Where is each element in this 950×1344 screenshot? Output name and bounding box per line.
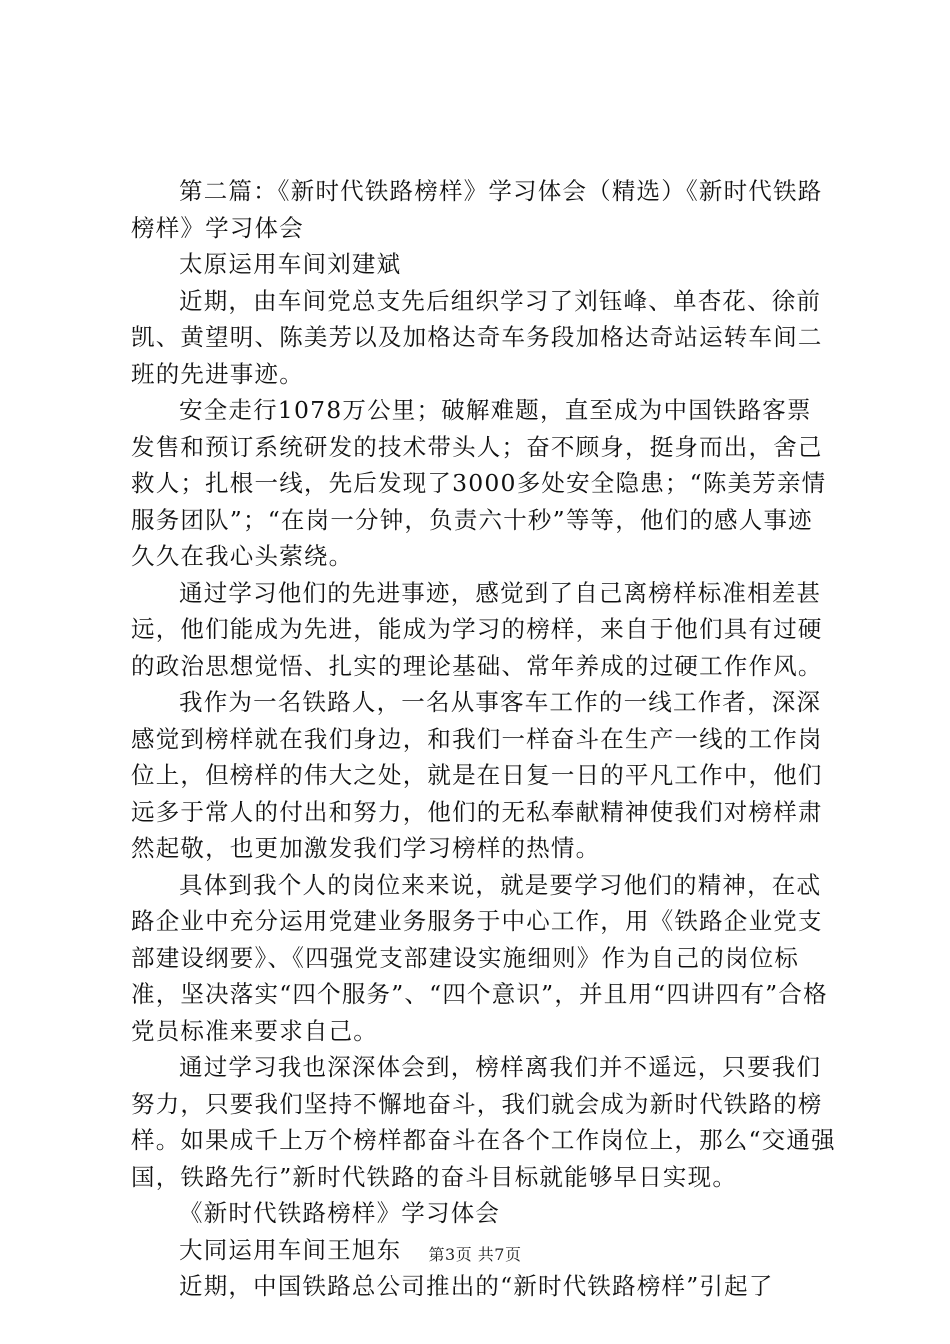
body-paragraph: 具体到我个人的岗位来来说，就是要学习他们的精神，在忒路企业中充分运用党建业务服务于中心工作，用《铁路企业党支部建设纲要》、《四强党支部建设实施细则》作为自己的岗位标准，坚决落实“四个服务”、“四个意识”，并且用“四讲四有”合格党员标准来要求自己。	[131, 870, 828, 1045]
second-article-title: 《新时代铁路榜样》学习体会	[179, 1199, 501, 1227]
article-title: 第二篇：《新时代铁路榜样》学习体会（精选）《新时代铁路榜样》学习体会	[131, 177, 823, 242]
body-paragraph: 通过学习我也深深体会到，榜样离我们并不遥远，只要我们努力，只要我们坚持不懈地奋斗，我们就会成为新时代铁路的榜样。如果成千上万个榜样都奋斗在各个工作岗位上，那么“交通强国，铁路先行”新时代铁路的奋斗目标就能够早日实现。	[131, 1053, 836, 1191]
body-paragraph: 近期，由车间党总支先后组织学习了刘钰峰、单杏花、徐前凯、黄望明、陈美芳以及加格达奇车务段加格达奇站运转车间二班的先进事迹。	[131, 286, 823, 388]
body-paragraph: 我作为一名铁路人，一名从事客车工作的一线工作者，深深感觉到榜样就在我们身边，和我们一样奋斗在生产一线的工作岗位上，但榜样的伟大之处，就是在日复一日的平凡工作中，他们远多于常人的付出和努力，他们的无私奉献精神使我们对榜样肃然起敬，也更加激发我们学习榜样的热情。	[131, 688, 823, 862]
second-article-author: 大同运用车间王旭东	[179, 1235, 402, 1264]
body-paragraph: 安全走行1078万公里；破解难题，直至成为中国铁路客票发售和预订系统研发的技术带头人；奋不顾身，挺身而出，舍己救人；扎根一线，先后发现了3000多处安全隐患；“陈美芳亲情服务团队”；“在岗一分钟，负责六十秒”等等，他们的感人事迹久久在我心头萦绕。	[131, 396, 827, 570]
article-author: 太原运用车间刘建斌	[179, 250, 402, 278]
body-paragraph: 通过学习他们的先进事迹，感觉到了自己离榜样标准相差甚远，他们能成为先进，能成为学习的榜样，来自于他们具有过硬的政治思想觉悟、扎实的理论基础、常年养成的过硬工作作风。	[131, 578, 823, 680]
document-body	[131, 173, 836, 1305]
page-number-footer: 第3页 共7页	[428, 1245, 522, 1264]
body-paragraph: 近期，中国铁路总公司推出的“新时代铁路榜样”引起了	[179, 1272, 774, 1300]
